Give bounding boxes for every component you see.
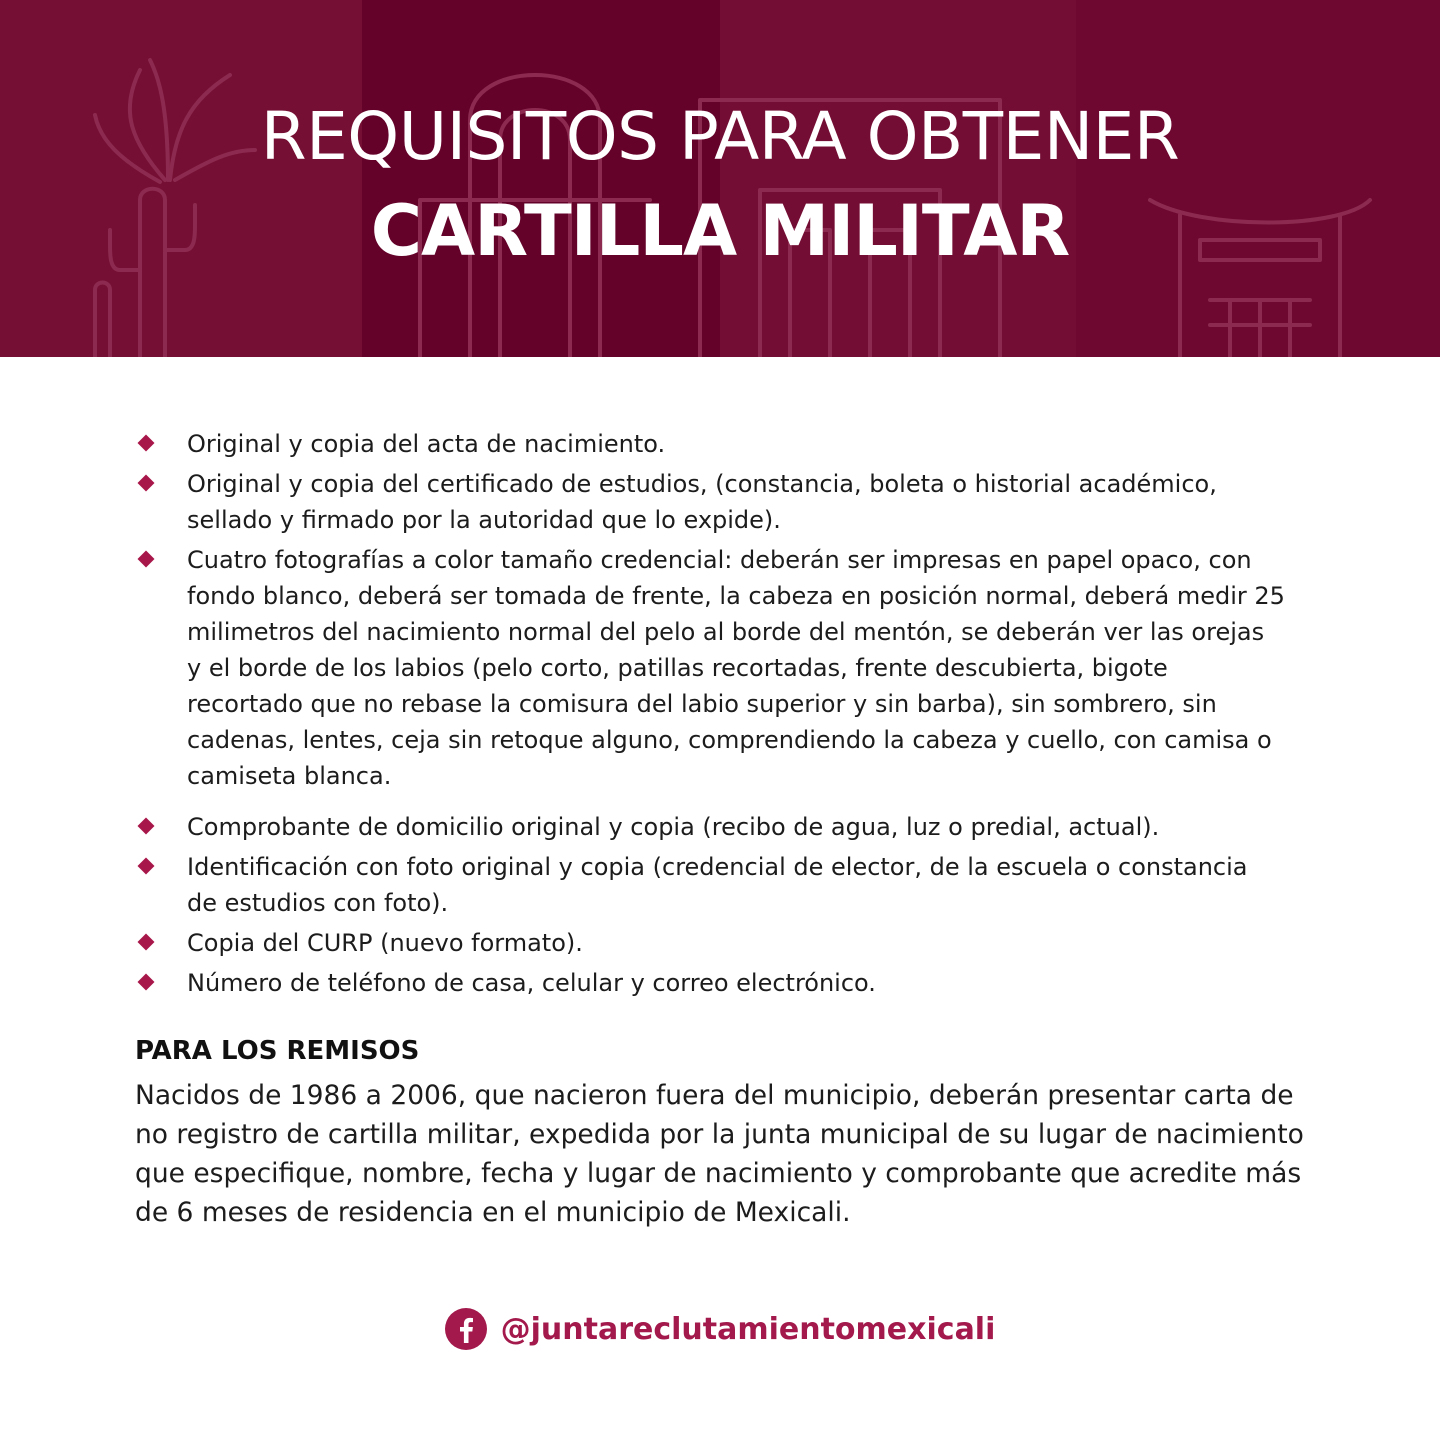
diamond-bullet-icon — [138, 974, 155, 991]
diamond-bullet-icon — [138, 818, 155, 835]
diamond-bullet-icon — [138, 475, 155, 492]
requirement-text: Cuatro fotografías a color tamaño credencial: deberán ser impresas en papel opaco, con fondo blanco, deberá ser tomada de frente, la cabeza en posición normal, deberá medir 25 milimetros del nacimiento normal del pelo al borde del mentón, se deberán ver las orejas y el borde de los labios (pelo corto, patillas recortadas, frente descubierta, bigote recortado que no rebase la comisura del labio superior y sin barba), sin sombrero, sin cadenas, lentes, ceja sin retoque alguno, comprendiendo la cabeza y cuello, con camisa o camiseta blanca. — [187, 546, 1285, 790]
facebook-icon[interactable] — [445, 1308, 487, 1350]
requirement-text: Número de teléfono de casa, celular y correo electrónico. — [187, 969, 876, 997]
requirement-text: Copia del CURP (nuevo formato). — [187, 929, 583, 957]
list-item — [135, 925, 1285, 961]
diamond-bullet-icon — [138, 551, 155, 568]
requirement-text: Comprobante de domicilio original y copia (recibo de agua, luz o predial, actual). — [187, 813, 1160, 841]
remisos-paragraph: Nacidos de 1986 a 2006, que nacieron fuera del municipio, deberán presentar carta de no registro de cartilla militar, expedida por la junta municipal de su lugar de nacimiento que especifique, nombre, fecha y lugar de nacimiento y comprobante que acredite más de 6 meses de residencia en el municipio de Mexicali. — [135, 1080, 1304, 1228]
requirement-text: Original y copia del acta de nacimiento. — [187, 430, 666, 458]
list-item — [135, 849, 1285, 921]
requirement-text: Original y copia del certificado de estudios, (constancia, boleta o historial académico, sellado y firmado por la autoridad que lo expide). — [187, 470, 1217, 534]
diamond-bullet-icon — [138, 934, 155, 951]
list-item — [135, 542, 1285, 794]
requirement-text: Identificación con foto original y copia (credencial de elector, de la escuela o constancia de estudios con foto). — [187, 853, 1248, 917]
list-item — [135, 426, 1285, 462]
page-title-line-1: REQUISITOS PARA OBTENER — [260, 98, 1180, 175]
list-item — [135, 965, 1285, 1001]
remisos-heading: PARA LOS REMISOS — [135, 1036, 420, 1066]
social-footer[interactable] — [0, 1304, 1440, 1354]
page-title-line-2: CARTILLA MILITAR — [370, 190, 1070, 272]
diamond-bullet-icon — [138, 435, 155, 452]
list-item — [135, 466, 1285, 538]
decorative-landmarks-illustration — [0, 0, 1440, 357]
facebook-handle-link[interactable]: @juntareclutamientomexicali — [500, 1311, 996, 1347]
diamond-bullet-icon — [138, 858, 155, 875]
requirements-list — [135, 426, 1285, 1001]
list-item — [135, 809, 1285, 845]
header-banner — [0, 0, 1440, 357]
